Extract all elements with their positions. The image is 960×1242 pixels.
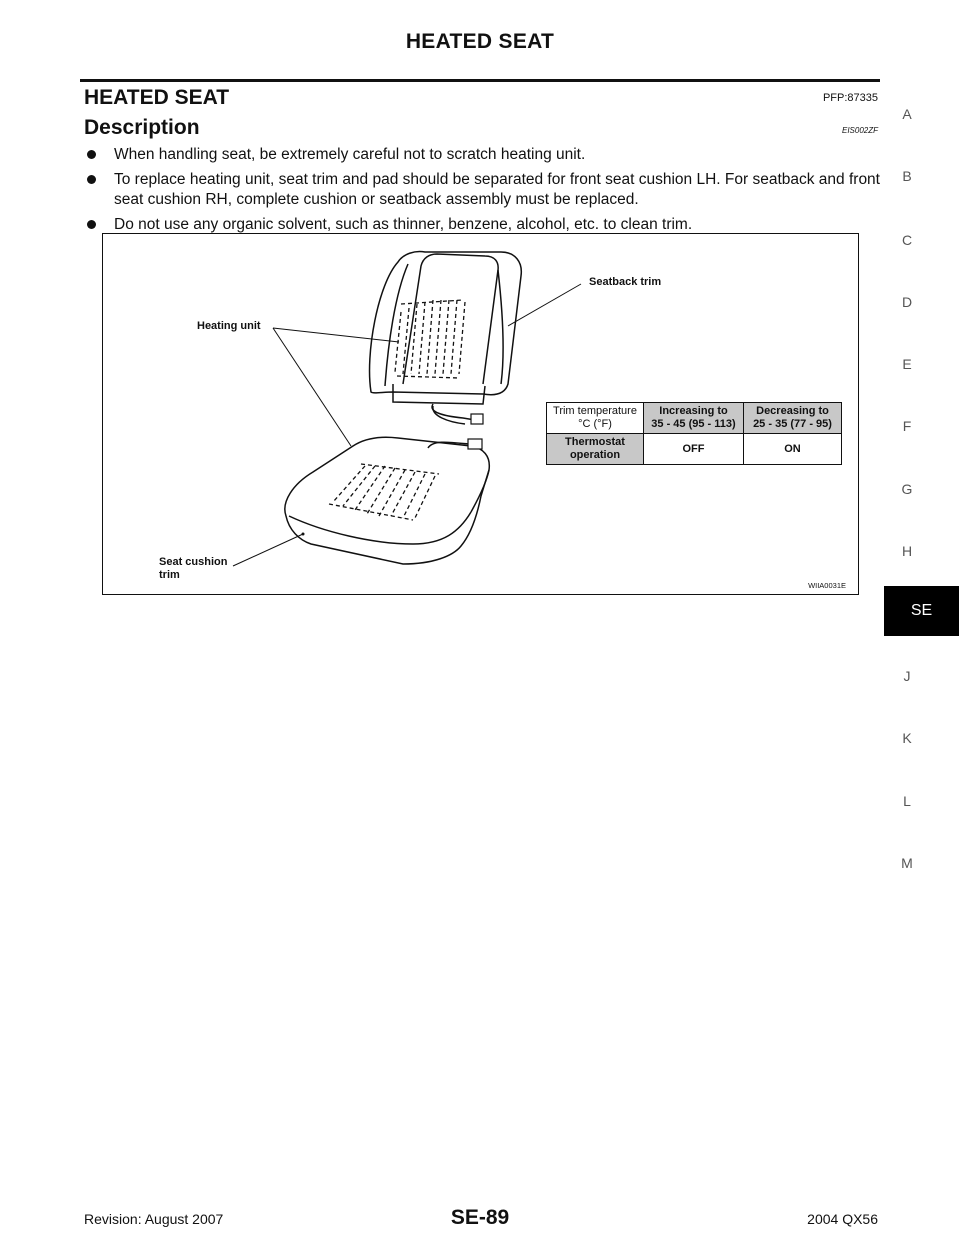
bullet-text: Do not use any organic solvent, such as thinner, benzene, alcohol, etc. to clean trim. <box>114 216 693 233</box>
table-row <box>547 403 842 434</box>
figure-id: WIIA0031E <box>808 581 846 590</box>
side-index-d[interactable]: D <box>901 294 913 310</box>
table-cell: Trim temperature °C (°F) <box>547 403 644 434</box>
seat-cushion-trim-label: Seat cushion trim <box>159 556 228 581</box>
side-index-m[interactable]: M <box>901 855 913 871</box>
table-cell: ON <box>744 434 842 465</box>
bullet-icon <box>87 150 96 159</box>
table-cell: Thermostat operation <box>547 434 644 465</box>
table-row <box>547 434 842 465</box>
side-index-e[interactable]: E <box>902 356 912 372</box>
side-index-h[interactable]: H <box>901 543 913 559</box>
bullet-text: When handling seat, be extremely careful not to scratch heating unit. <box>114 146 586 163</box>
bullet-icon <box>87 175 96 184</box>
table-cell: Decreasing to 25 - 35 (77 - 95) <box>744 403 842 434</box>
table-cell: Increasing to 35 - 45 (95 - 113) <box>644 403 744 434</box>
description-title: Description <box>84 116 200 139</box>
seatback-trim-label: Seatback trim <box>589 276 662 288</box>
description-bullets <box>84 145 880 240</box>
section-code: PFP:87335 <box>822 92 878 104</box>
footer-page-number: SE-89 <box>450 1206 510 1229</box>
side-index-k[interactable]: K <box>902 730 912 746</box>
thermostat-table <box>546 402 842 465</box>
bullet-text: To replace heating unit, seat trim and pad should be separated for front seat cushion LH. For seatback and front seat cushion RH, complete cushion or seatback assembly must be replaced. <box>114 171 880 208</box>
heating-unit-label: Heating unit <box>197 320 261 332</box>
side-index-j[interactable]: J <box>903 668 911 684</box>
description-code: EIS002ZF <box>841 126 878 135</box>
bullet-item <box>84 145 880 165</box>
footer-revision: Revision: August 2007 <box>84 1211 224 1227</box>
page-header-title: HEATED SEAT <box>405 30 555 53</box>
bullet-item <box>84 215 880 235</box>
bullet-item <box>84 170 880 210</box>
side-index-f[interactable]: F <box>902 418 912 434</box>
side-index-g[interactable]: G <box>901 481 913 497</box>
table-cell: OFF <box>644 434 744 465</box>
footer-model: 2004 QX56 <box>807 1211 878 1227</box>
bullet-icon <box>87 220 96 229</box>
side-index-a[interactable]: A <box>902 106 912 122</box>
side-index-b[interactable]: B <box>902 168 912 184</box>
side-index-l[interactable]: L <box>903 793 911 809</box>
heated-seat-figure <box>102 233 859 595</box>
header-rule <box>80 79 880 82</box>
section-title: HEATED SEAT <box>84 86 230 109</box>
side-index-se-active-tab[interactable]: SE <box>884 586 959 636</box>
side-index-c[interactable]: C <box>901 232 913 248</box>
